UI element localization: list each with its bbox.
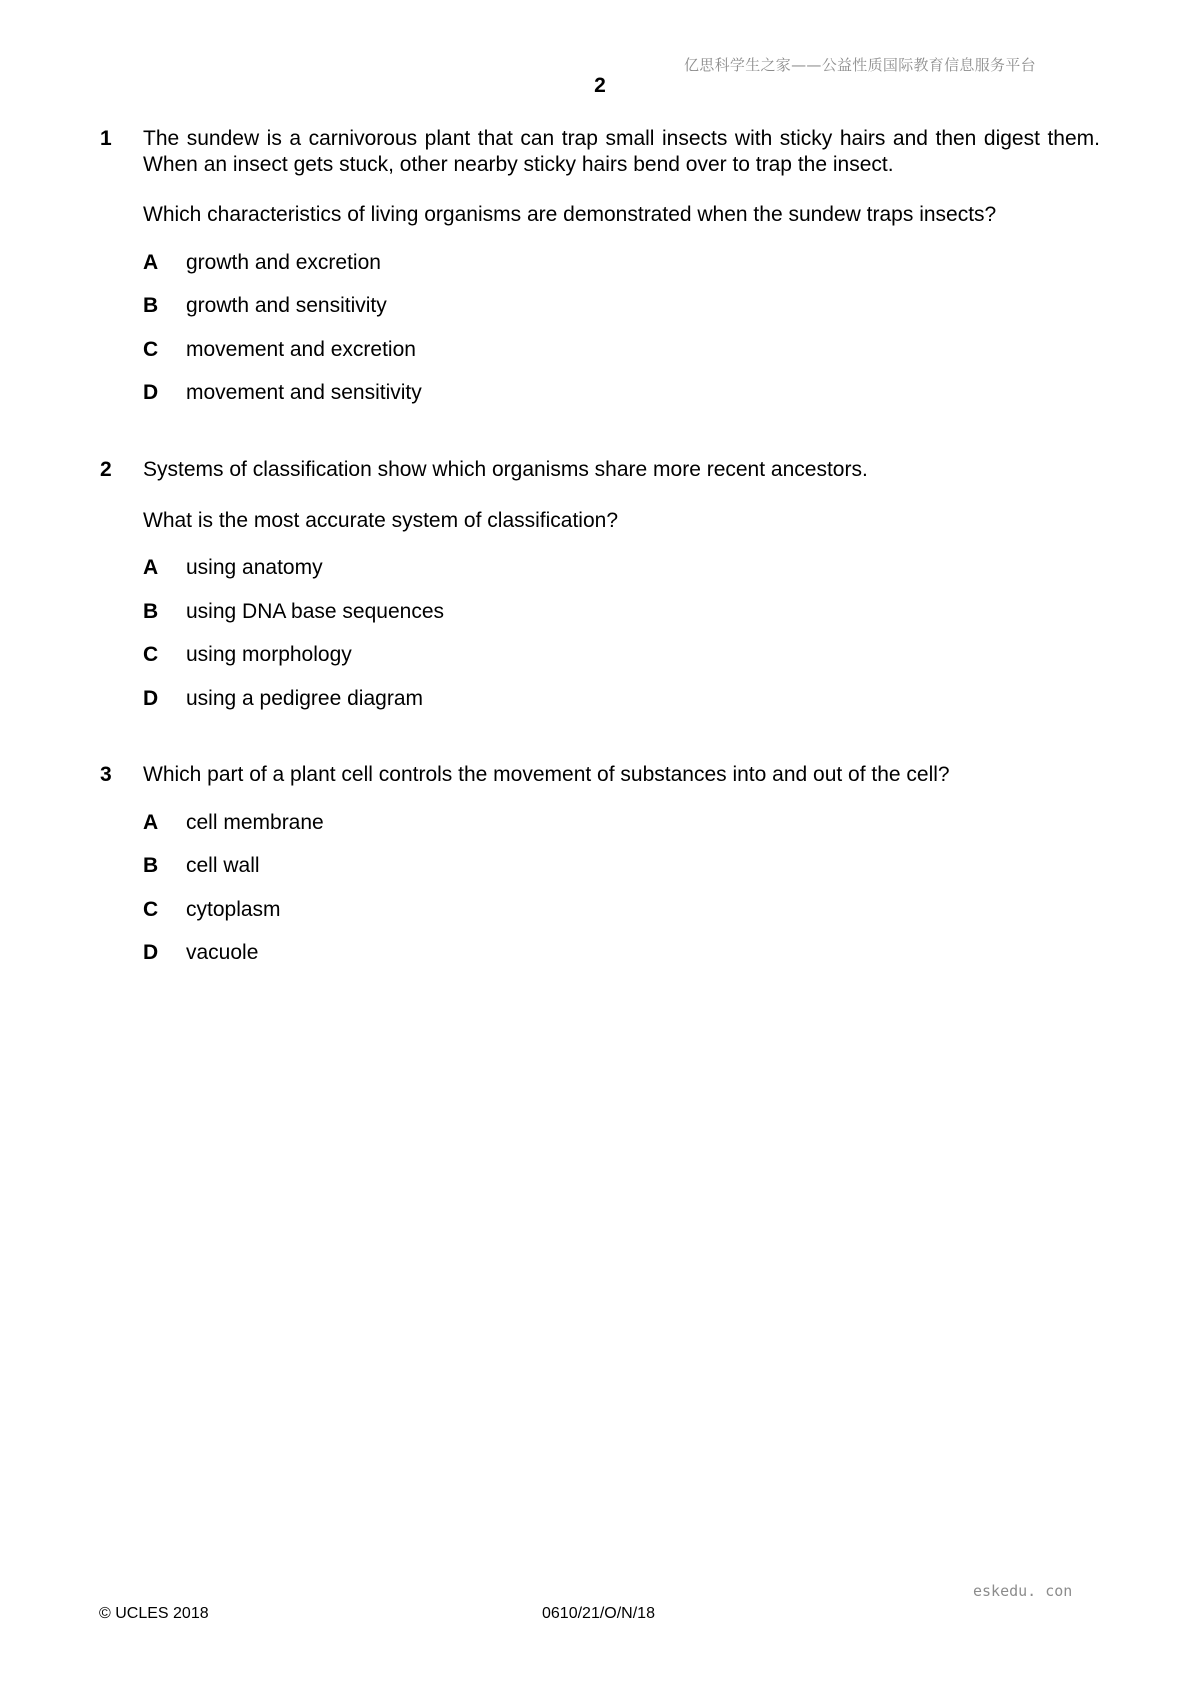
option-text: cell membrane (186, 811, 324, 834)
question-number: 2 (100, 458, 112, 481)
header-watermark: 亿思科学生之家——公益性质国际教育信息服务平台 (684, 56, 1036, 74)
option-text: movement and sensitivity (186, 381, 422, 404)
option-letter: C (143, 338, 159, 361)
option-text: growth and sensitivity (186, 294, 387, 317)
option-text: using morphology (186, 643, 352, 666)
question-text: Which part of a plant cell controls the movement of substances into and out of the cell? (143, 763, 950, 786)
option-letter: A (143, 811, 159, 834)
option-letter: B (143, 294, 159, 317)
option-letter: D (143, 687, 159, 710)
paper-code: 0610/21/O/N/18 (542, 1605, 655, 1622)
option-text: cytoplasm (186, 898, 281, 921)
question-number: 1 (100, 127, 112, 150)
option-letter: A (143, 556, 159, 579)
option-letter: D (143, 381, 159, 404)
option-text: cell wall (186, 854, 260, 877)
option-letter: D (143, 941, 159, 964)
copyright: © UCLES 2018 (99, 1605, 209, 1622)
option-letter: C (143, 643, 159, 666)
question-number: 3 (100, 763, 112, 786)
option-text: vacuole (186, 941, 259, 964)
option-letter: A (143, 251, 159, 274)
option-text: movement and excretion (186, 338, 416, 361)
option-text: using a pedigree diagram (186, 687, 423, 710)
footer-watermark: eskedu. con (973, 1582, 1073, 1600)
option-text: using anatomy (186, 556, 323, 579)
option-letter: C (143, 898, 159, 921)
question-text: Systems of classification show which organisms share more recent ancestors. (143, 458, 868, 481)
option-letter: B (143, 600, 159, 623)
option-letter: B (143, 854, 159, 877)
option-text: using DNA base sequences (186, 600, 444, 623)
page-number: 2 (594, 74, 606, 97)
question-text: The sundew is a carnivorous plant that can trap small insects with sticky hairs and then digest them. When an insect gets stuck, other nearby sticky hairs bend over to trap the insect. (143, 127, 1100, 176)
question-stem: Which characteristics of living organisms are demonstrated when the sundew traps insects? (143, 203, 997, 226)
option-text: growth and excretion (186, 251, 381, 274)
question-stem: What is the most accurate system of classification? (143, 509, 619, 532)
